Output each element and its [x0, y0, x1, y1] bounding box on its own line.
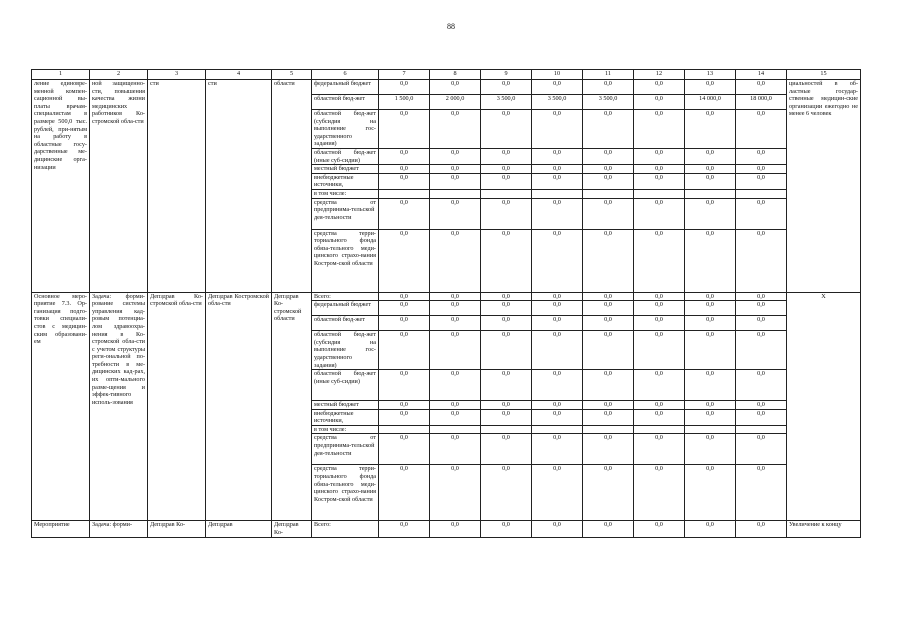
value-cell [379, 189, 430, 198]
column-header: 11 [583, 70, 634, 80]
value-cell: 0,0 [736, 401, 787, 410]
value-cell: 0,0 [532, 80, 583, 95]
value-cell [532, 189, 583, 198]
value-cell: 0,0 [532, 401, 583, 410]
value-cell: 0,0 [685, 331, 736, 370]
value-cell: 0,0 [430, 465, 481, 521]
value-cell: 0,0 [634, 95, 685, 110]
value-cell: 0,0 [634, 409, 685, 425]
value-cell: 0,0 [583, 292, 634, 301]
value-cell: 0,0 [736, 331, 787, 370]
value-cell: 0,0 [634, 370, 685, 401]
funding-source-cell: Всего: [312, 292, 379, 301]
value-cell: 0,0 [736, 301, 787, 316]
value-cell: 0,0 [430, 301, 481, 316]
value-cell [430, 189, 481, 198]
value-cell: 0,0 [481, 370, 532, 401]
result-cell: циальностей в об-ластные государ-ственные медицин-ские организации ежегодно не менее 6 человек [787, 80, 861, 293]
value-cell: 0,0 [736, 434, 787, 465]
value-cell: 0,0 [736, 173, 787, 189]
value-cell: 0,0 [685, 370, 736, 401]
value-cell: 14 000,0 [685, 95, 736, 110]
value-cell: 0,0 [481, 198, 532, 229]
value-cell: 0,0 [379, 370, 430, 401]
value-cell [736, 425, 787, 434]
funding-source-cell: средства терри-ториального фонда обяза-тельного меди-цинского страхо-вания Костром-ской области [312, 229, 379, 292]
value-cell [430, 425, 481, 434]
value-cell: 0,0 [736, 229, 787, 292]
value-cell: 0,0 [532, 331, 583, 370]
column-header: 1 [32, 70, 90, 80]
value-cell: 1 500,0 [379, 95, 430, 110]
task-cell: ной защищенно-сти, повышения качества жизни медицинских работников Ко-стромской обла-сти [90, 80, 148, 293]
value-cell: 18 000,0 [736, 95, 787, 110]
value-cell: 0,0 [532, 110, 583, 149]
column-header: 8 [430, 70, 481, 80]
value-cell: 0,0 [532, 301, 583, 316]
value-cell: 0,0 [685, 409, 736, 425]
funding-source-cell: местный бюджет [312, 165, 379, 174]
funding-source-cell: в том числе: [312, 189, 379, 198]
value-cell: 0,0 [481, 316, 532, 331]
value-cell: 0,0 [583, 198, 634, 229]
task-cell: Задача: форми- [90, 521, 148, 537]
value-cell: 0,0 [634, 80, 685, 95]
column-header: 12 [634, 70, 685, 80]
value-cell: 0,0 [532, 316, 583, 331]
value-cell: 0,0 [736, 110, 787, 149]
value-cell: 0,0 [736, 292, 787, 301]
value-cell: 0,0 [634, 198, 685, 229]
column-header: 9 [481, 70, 532, 80]
funding-source-cell: в том числе: [312, 425, 379, 434]
value-cell: 0,0 [430, 165, 481, 174]
value-cell: 0,0 [481, 401, 532, 410]
value-cell: 0,0 [685, 80, 736, 95]
value-cell: 0,0 [736, 465, 787, 521]
value-cell [583, 425, 634, 434]
value-cell: 0,0 [532, 521, 583, 537]
value-cell: 0,0 [634, 316, 685, 331]
value-cell: 0,0 [430, 434, 481, 465]
value-cell: 0,0 [685, 148, 736, 164]
value-cell: 0,0 [583, 316, 634, 331]
value-cell: 0,0 [481, 409, 532, 425]
value-cell: 0,0 [532, 229, 583, 292]
value-cell: 0,0 [379, 331, 430, 370]
value-cell: 0,0 [736, 370, 787, 401]
table-row [32, 292, 861, 301]
value-cell: 0,0 [379, 521, 430, 537]
value-cell: 0,0 [379, 401, 430, 410]
value-cell [685, 425, 736, 434]
value-cell: 0,0 [481, 521, 532, 537]
value-cell: 0,0 [481, 148, 532, 164]
table-row [32, 80, 861, 95]
value-cell [532, 425, 583, 434]
value-cell: 0,0 [583, 521, 634, 537]
coexecutor-cell: Депздрав [206, 521, 272, 537]
value-cell: 0,0 [736, 198, 787, 229]
value-cell: 0,0 [583, 331, 634, 370]
task-cell: Задача: форми-рование системы управления кад-ровым потенциа-лом здравоохра-нения в Ко-стромской обла-сти с учетом структуры реги-ональной по-требности в ме-дицинских кад-рах, их опти-мального разме-щения и эффек-тивного исполь-зования [90, 292, 148, 521]
value-cell: 0,0 [532, 465, 583, 521]
value-cell: 0,0 [481, 80, 532, 95]
value-cell: 0,0 [634, 434, 685, 465]
value-cell: 0,0 [379, 292, 430, 301]
value-cell: 0,0 [430, 148, 481, 164]
value-cell: 0,0 [430, 229, 481, 292]
value-cell: 0,0 [685, 316, 736, 331]
value-cell: 0,0 [379, 80, 430, 95]
value-cell: 0,0 [532, 292, 583, 301]
value-cell: 0,0 [379, 165, 430, 174]
column-header: 13 [685, 70, 736, 80]
value-cell: 0,0 [685, 165, 736, 174]
column-header: 3 [148, 70, 206, 80]
value-cell: 0,0 [685, 434, 736, 465]
coexecutor-cell: Депздрав Костромской обла-сти [206, 292, 272, 521]
value-cell: 0,0 [532, 434, 583, 465]
executor-cell: Депздрав Ко- [148, 521, 206, 537]
value-cell: 0,0 [634, 148, 685, 164]
table-row [32, 521, 861, 537]
column-header: 4 [206, 70, 272, 80]
column-header: 5 [272, 70, 312, 80]
value-cell [481, 189, 532, 198]
value-cell: 0,0 [481, 301, 532, 316]
value-cell: 0,0 [685, 292, 736, 301]
value-cell: 0,0 [583, 80, 634, 95]
value-cell [379, 425, 430, 434]
funding-source-cell: федеральный бюджет [312, 301, 379, 316]
value-cell: 0,0 [634, 301, 685, 316]
column-header: 10 [532, 70, 583, 80]
value-cell: 0,0 [430, 316, 481, 331]
value-cell: 0,0 [430, 110, 481, 149]
value-cell: 0,0 [634, 292, 685, 301]
value-cell: 0,0 [685, 110, 736, 149]
column-number-row [32, 70, 861, 80]
value-cell: 0,0 [583, 165, 634, 174]
value-cell: 0,0 [685, 521, 736, 537]
result-cell: Увеличение к концу [787, 521, 861, 537]
value-cell [481, 425, 532, 434]
value-cell: 0,0 [736, 148, 787, 164]
value-cell: 0,0 [481, 434, 532, 465]
value-cell: 0,0 [736, 521, 787, 537]
funding-source-cell: федеральный бюджет [312, 80, 379, 95]
value-cell: 0,0 [481, 292, 532, 301]
value-cell: 0,0 [379, 316, 430, 331]
value-cell: 0,0 [583, 110, 634, 149]
funding-source-cell: Всего: [312, 521, 379, 537]
value-cell: 0,0 [430, 80, 481, 95]
value-cell: 0,0 [532, 409, 583, 425]
value-cell: 0,0 [736, 80, 787, 95]
value-cell: 0,0 [532, 173, 583, 189]
value-cell: 0,0 [634, 229, 685, 292]
recipient-cell: области [272, 80, 312, 293]
funding-source-cell: областной бюд-жет (субсидия на выполнение гос-ударственного задания) [312, 110, 379, 149]
value-cell: 0,0 [379, 229, 430, 292]
funding-source-cell: средства от предпринима-тельской дея-тельности [312, 434, 379, 465]
value-cell: 0,0 [532, 148, 583, 164]
value-cell: 0,0 [481, 173, 532, 189]
value-cell: 0,0 [532, 165, 583, 174]
column-header: 15 [787, 70, 861, 80]
value-cell: 0,0 [481, 331, 532, 370]
event-name-cell: Мероприятие [32, 521, 90, 537]
value-cell: 0,0 [736, 165, 787, 174]
value-cell [634, 189, 685, 198]
value-cell: 0,0 [532, 370, 583, 401]
value-cell: 0,0 [583, 434, 634, 465]
funding-source-cell: областной бюд-жет [312, 316, 379, 331]
value-cell: 0,0 [583, 409, 634, 425]
value-cell: 0,0 [685, 229, 736, 292]
funding-source-cell: областной бюд-жет (субсидия на выполнение гос-ударственного задания) [312, 331, 379, 370]
value-cell: 0,0 [685, 465, 736, 521]
funding-source-cell: внебюджетные источники, [312, 409, 379, 425]
column-header: 2 [90, 70, 148, 80]
column-header: 7 [379, 70, 430, 80]
value-cell: 3 500,0 [481, 95, 532, 110]
value-cell: 0,0 [430, 331, 481, 370]
value-cell: 0,0 [481, 110, 532, 149]
value-cell: 3 500,0 [532, 95, 583, 110]
value-cell: 0,0 [634, 465, 685, 521]
block-c-rows [32, 521, 861, 537]
value-cell: 0,0 [379, 465, 430, 521]
executor-cell: сти [148, 80, 206, 293]
value-cell: 0,0 [481, 229, 532, 292]
value-cell [634, 425, 685, 434]
budget-table [31, 69, 861, 538]
value-cell: 0,0 [634, 110, 685, 149]
value-cell: 0,0 [634, 165, 685, 174]
value-cell: 0,0 [379, 301, 430, 316]
value-cell: 0,0 [583, 370, 634, 401]
value-cell: 0,0 [430, 292, 481, 301]
value-cell: 0,0 [634, 331, 685, 370]
value-cell: 0,0 [685, 198, 736, 229]
column-header: 6 [312, 70, 379, 80]
funding-source-cell: областной бюд-жет (иные суб-сидии) [312, 148, 379, 164]
block-b-rows [32, 292, 861, 521]
value-cell [736, 189, 787, 198]
value-cell: 0,0 [634, 521, 685, 537]
value-cell: 0,0 [430, 409, 481, 425]
page-number: 88 [447, 22, 455, 31]
value-cell [685, 189, 736, 198]
executor-cell: Депздрав Ко-стромской обла-сти [148, 292, 206, 521]
value-cell: 3 500,0 [583, 95, 634, 110]
value-cell: 0,0 [379, 110, 430, 149]
event-name-cell: Основное меро-приятие 7.3. Ор-ганизация подго-товки специали-стов с медицин-ским образовани-ем [32, 292, 90, 521]
value-cell: 0,0 [481, 465, 532, 521]
value-cell: 0,0 [685, 173, 736, 189]
funding-source-cell: областной бюд-жет [312, 95, 379, 110]
value-cell: 0,0 [634, 173, 685, 189]
value-cell: 0,0 [583, 301, 634, 316]
recipient-cell: Депздрав Ко-стромской области [272, 292, 312, 521]
value-cell: 0,0 [379, 434, 430, 465]
funding-source-cell: областной бюд-жет (иные суб-сидии) [312, 370, 379, 401]
column-header: 14 [736, 70, 787, 80]
funding-source-cell: средства терри-ториального фонда обяза-тельного меди-цинского страхо-вания Костром-ской области [312, 465, 379, 521]
funding-source-cell: внебюджетные источники, [312, 173, 379, 189]
value-cell: 0,0 [379, 173, 430, 189]
value-cell: 0,0 [736, 316, 787, 331]
value-cell: 2 000,0 [430, 95, 481, 110]
value-cell: 0,0 [379, 409, 430, 425]
recipient-cell: Депздрав Ко- [272, 521, 312, 537]
funding-source-cell: местный бюджет [312, 401, 379, 410]
value-cell: 0,0 [583, 465, 634, 521]
value-cell: 0,0 [481, 165, 532, 174]
value-cell: 0,0 [583, 229, 634, 292]
value-cell: 0,0 [379, 198, 430, 229]
event-name-cell: ление единовре-менной компен-сационной вы-платы врачам-специалистам в размере 500,0 тыс. рублей, при-нятым на работу в областные госу-дарственные ме-дицинские орга-низации [32, 80, 90, 293]
block-a-rows [32, 80, 861, 293]
value-cell: 0,0 [430, 198, 481, 229]
value-cell: 0,0 [379, 148, 430, 164]
funding-source-cell: средства от предпринима-тельской дея-тельности [312, 198, 379, 229]
value-cell: 0,0 [583, 401, 634, 410]
result-cell: X [787, 292, 861, 521]
value-cell: 0,0 [583, 173, 634, 189]
coexecutor-cell: сти [206, 80, 272, 293]
value-cell: 0,0 [532, 198, 583, 229]
value-cell: 0,0 [685, 301, 736, 316]
value-cell: 0,0 [634, 401, 685, 410]
value-cell: 0,0 [430, 173, 481, 189]
value-cell: 0,0 [430, 370, 481, 401]
value-cell [583, 189, 634, 198]
value-cell: 0,0 [430, 401, 481, 410]
value-cell: 0,0 [736, 409, 787, 425]
value-cell: 0,0 [583, 148, 634, 164]
value-cell: 0,0 [430, 521, 481, 537]
value-cell: 0,0 [685, 401, 736, 410]
